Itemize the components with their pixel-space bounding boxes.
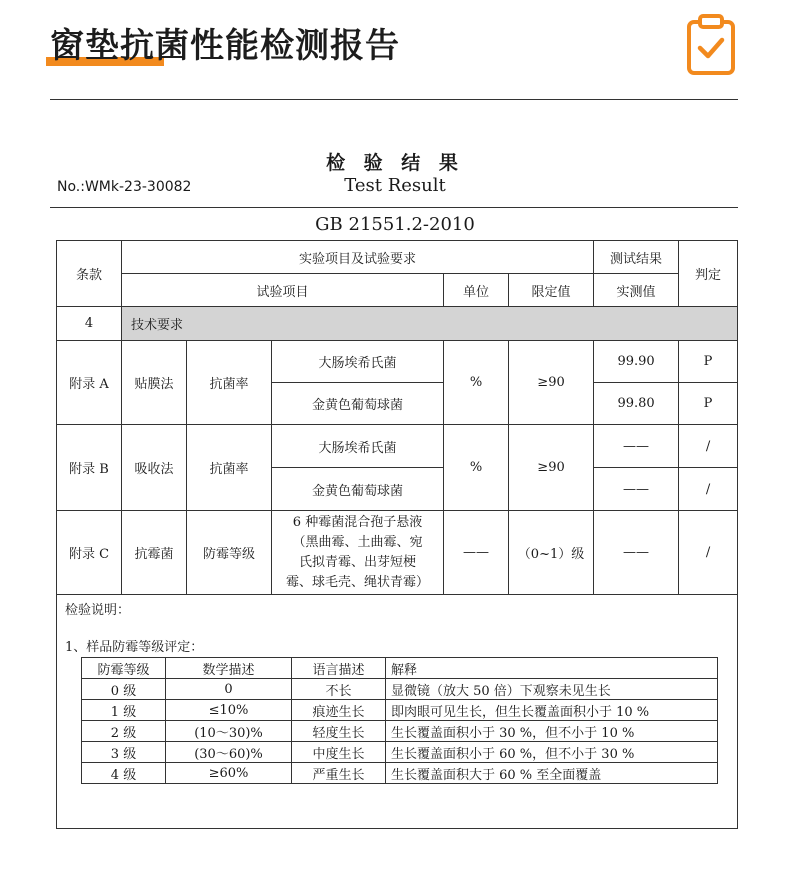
result-divider — [50, 207, 738, 208]
measured-b1: —— — [594, 425, 679, 468]
section-label: 技术要求 — [122, 307, 738, 341]
grade-explanation: 显微镜（放大 50 倍）下观察未见生长 — [386, 679, 718, 700]
organism-c-line: （黑曲霉、土曲霉、宛 — [292, 534, 423, 550]
organism-b2: 金黄色葡萄球菌 — [272, 468, 444, 511]
grade-row — [82, 679, 718, 700]
organism-a1: 大肠埃希氏菌 — [272, 341, 444, 383]
grade-math: 0 — [166, 679, 292, 700]
judgment-b1: / — [679, 425, 738, 468]
grade-explanation: 生长覆盖面积小于 60 %，但不小于 30 % — [386, 742, 718, 763]
organism-c-line: 6 种霉菌混合孢子悬液 — [292, 514, 423, 530]
method-c: 抗霉菌 — [122, 511, 187, 595]
grade-header: 语言描述 — [292, 658, 386, 679]
header-unit: 单位 — [444, 274, 509, 307]
grade-header-row — [82, 658, 718, 679]
grade-level: 1 级 — [82, 700, 166, 721]
unit-c: —— — [444, 511, 509, 595]
unit-a: % — [444, 341, 509, 425]
appendix-a: 附录 A — [57, 341, 122, 425]
property-b: 抗菌率 — [187, 425, 272, 511]
header-measured: 实测值 — [594, 274, 679, 307]
property-a: 抗菌率 — [187, 341, 272, 425]
grade-level: 3 级 — [82, 742, 166, 763]
section-clause: 4 — [57, 307, 122, 341]
limit-c: （0~1）级 — [509, 511, 594, 595]
grade-desc: 中度生长 — [292, 742, 386, 763]
grade-row — [82, 742, 718, 763]
header-judgment: 判定 — [679, 241, 738, 307]
result-title-en: Test Result — [344, 175, 446, 196]
unit-b: % — [444, 425, 509, 511]
grade-explanation: 生长覆盖面积小于 30 %，但不小于 10 % — [386, 721, 718, 742]
organism-c-line: 氏拟青霉、出芽短梗 — [298, 554, 416, 570]
grade-level: 0 级 — [82, 679, 166, 700]
clipboard-check-icon — [686, 14, 736, 76]
grade-header: 解释 — [386, 658, 718, 679]
grade-desc: 痕迹生长 — [292, 700, 386, 721]
judgment-c: / — [679, 511, 738, 595]
grade-row — [82, 763, 718, 784]
header-limit: 限定值 — [509, 274, 594, 307]
property-c: 防霉等级 — [187, 511, 272, 595]
limit-a: ≥90 — [509, 341, 594, 425]
grade-row — [82, 721, 718, 742]
header-clause: 条款 — [57, 241, 122, 307]
organism-c-line: 霉、球毛壳、绳状青霉） — [285, 574, 429, 590]
organism-c — [272, 511, 444, 595]
method-a: 贴膜法 — [122, 341, 187, 425]
result-title-cn: 检 验 结 果 — [326, 152, 464, 174]
grade-header: 数学描述 — [166, 658, 292, 679]
grade-math: ≤10% — [166, 700, 292, 721]
results-table — [56, 240, 738, 829]
measured-b2: —— — [594, 468, 679, 511]
report-number: No.:WMk-23-30082 — [57, 179, 192, 195]
notes-section — [57, 595, 738, 829]
measured-a1: 99.90 — [594, 341, 679, 383]
organism-a2: 金黄色葡萄球菌 — [272, 383, 444, 425]
grade-explanation: 生长覆盖面积大于 60 % 至全面覆盖 — [386, 763, 718, 784]
grade-desc: 不长 — [292, 679, 386, 700]
appendix-c: 附录 C — [57, 511, 122, 595]
measured-c: —— — [594, 511, 679, 595]
standard-code: GB 21551.2-2010 — [315, 214, 475, 235]
page-title: 窗垫抗菌性能检测报告 — [50, 26, 400, 66]
header-divider — [50, 99, 738, 100]
judgment-b2: / — [679, 468, 738, 511]
mold-grade-table — [81, 657, 718, 784]
measured-a2: 99.80 — [594, 383, 679, 425]
grade-math: (10～30)% — [166, 721, 292, 742]
grade-desc: 轻度生长 — [292, 721, 386, 742]
limit-b: ≥90 — [509, 425, 594, 511]
grade-row — [82, 700, 718, 721]
grade-desc: 严重生长 — [292, 763, 386, 784]
method-b: 吸收法 — [122, 425, 187, 511]
grade-level: 2 级 — [82, 721, 166, 742]
grade-explanation: 即肉眼可见生长，但生长覆盖面积小于 10 % — [386, 700, 718, 721]
appendix-b: 附录 B — [57, 425, 122, 511]
grade-level: 4 级 — [82, 763, 166, 784]
notes-subtitle: 1、样品防霉等级评定： — [65, 640, 204, 655]
header-test-result: 测试结果 — [594, 241, 679, 274]
judgment-a1: P — [679, 341, 738, 383]
organism-b1: 大肠埃希氏菌 — [272, 425, 444, 468]
grade-header: 防霉等级 — [82, 658, 166, 679]
header-test-item: 试验项目 — [122, 274, 444, 307]
judgment-a2: P — [679, 383, 738, 425]
grade-math: (30～60)% — [166, 742, 292, 763]
grade-math: ≥60% — [166, 763, 292, 784]
header-items-requirements: 实验项目及试验要求 — [122, 241, 594, 274]
notes-title: 检验说明： — [65, 603, 131, 618]
